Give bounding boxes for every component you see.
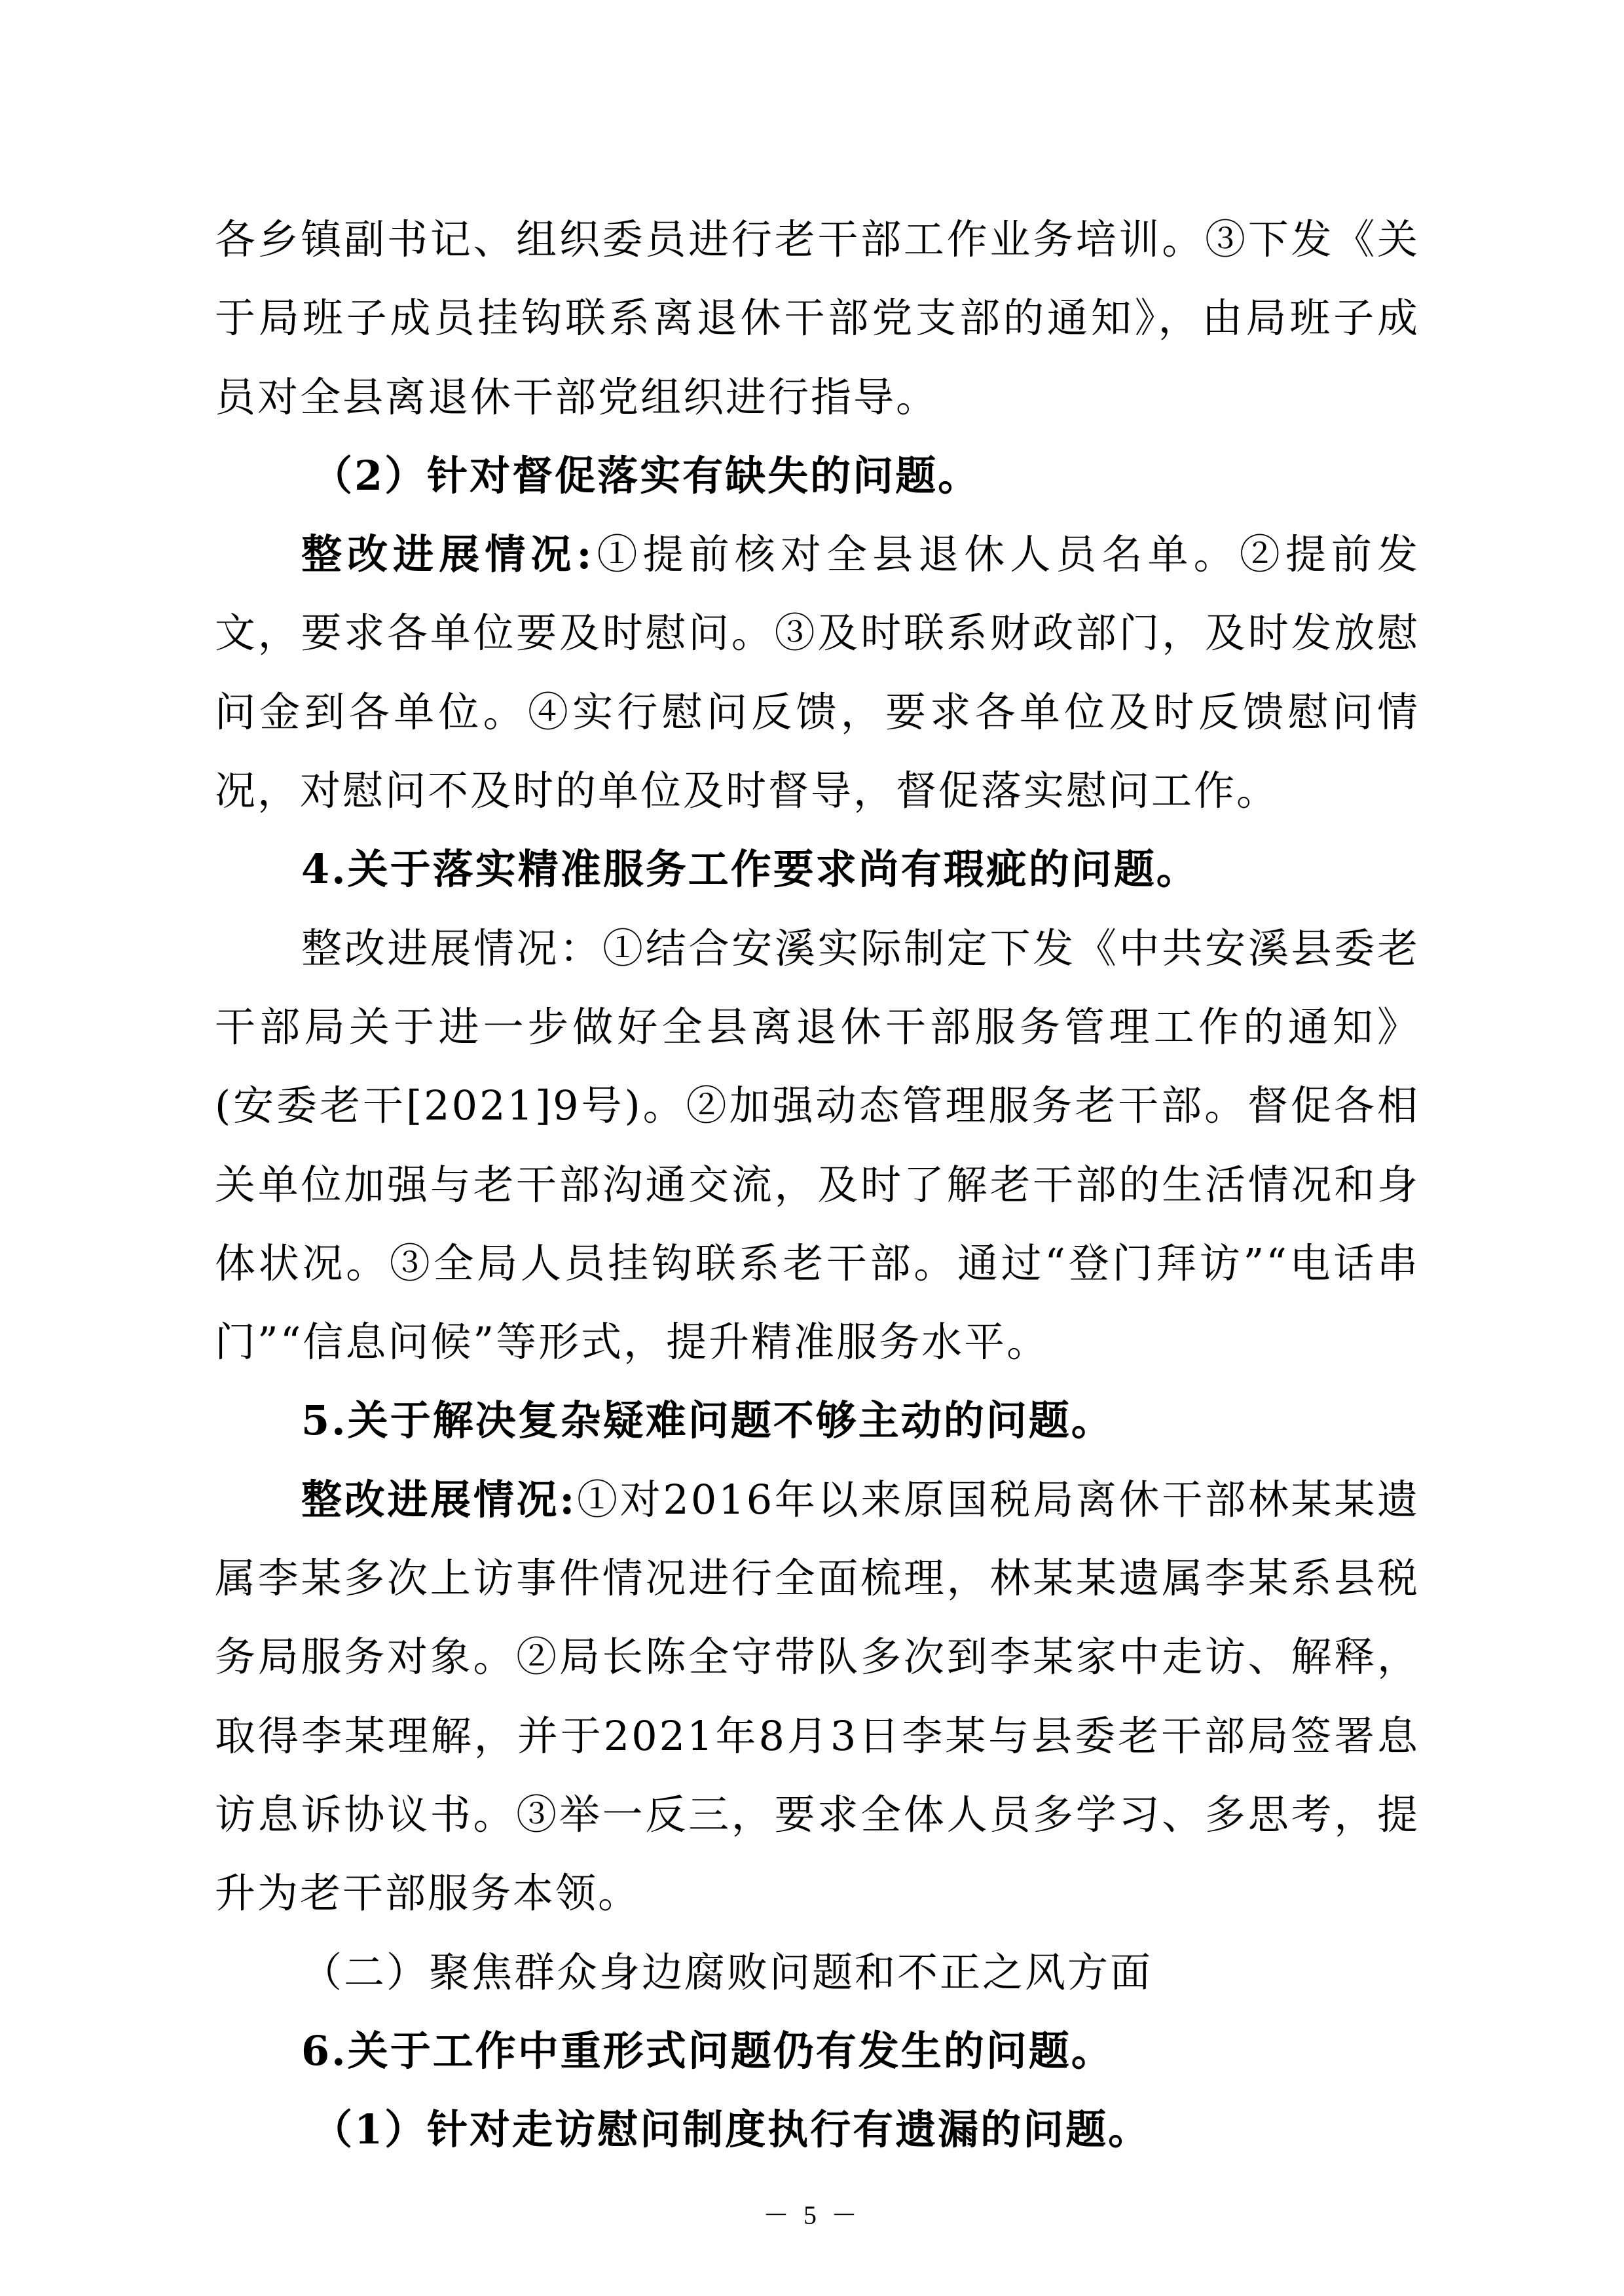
progress-text: ①对2016年以来原国税局离休干部林某某遗属李某多次上访事件情况进行全面梳理，林某某遗属李某系县税务局服务对象。②局长陈全守带队多次到李某家中走访、解释，取得李某理解，并于2021年8月3日李某与县委老干部局签署息访息诉协议书。③举一反三，要求全体人员多学习、多思考，提升为老干部服务本领。 xyxy=(215,1475,1420,1918)
subheading-supervision-gap: （2）针对督促落实有缺失的问题。 xyxy=(312,451,981,500)
progress-label: 整改进展情况: xyxy=(301,530,594,579)
document-body xyxy=(215,200,1420,2169)
progress-label: 整改进展情况: xyxy=(301,1475,577,1523)
paragraph-supervision-progress xyxy=(215,515,1420,830)
progress-text: ①提前核对全县退休人员名单。②提前发文，要求各单位要及时慰问。③及时联系财政部门，及时发放慰问金到各单位。④实行慰问反馈，要求各单位及时反馈慰问情况，对慰问不及时的单位及时督导，督促落实慰问工作。 xyxy=(215,530,1420,815)
paragraph-complex-problems-progress xyxy=(215,1461,1420,1933)
heading-complex-problems: 5.关于解决复杂疑难问题不够主动的问题。 xyxy=(301,1396,1114,1445)
section-heading-corruption: （二）聚焦群众身边腐败问题和不正之风方面 xyxy=(301,1948,1153,1996)
heading-formalism: 6.关于工作中重形式问题仍有发生的问题。 xyxy=(301,2026,1114,2075)
paragraph-precise-service-progress: 整改进展情况：①结合安溪实际制定下发《中共安溪县委老干部局关于进一步做好全县离退休干部服务管理工作的通知》(安委老干[2021]9号)。②加强动态管理服务老干部。督促各相关单位加强与老干部沟通交流，及时了解老干部的生活情况和身体状况。③全局人员挂钩联系老干部。通过“登门拜访”“电话串门”“信息问候”等形式，提升精准服务水平。 xyxy=(215,924,1420,1366)
page-number: － 5 － xyxy=(763,2200,861,2230)
heading-precise-service: 4.关于落实精准服务工作要求尚有瑕疵的问题。 xyxy=(301,845,1199,894)
subheading-visit-omission: （1）针对走访慰问制度执行有遗漏的问题。 xyxy=(312,2105,1151,2154)
paragraph-training-continuation: 各乡镇副书记、组织委员进行老干部工作业务培训。③下发《关于局班子成员挂钩联系离退休干部党支部的通知》，由局班子成员对全县离退休干部党组织进行指导。 xyxy=(215,215,1420,421)
